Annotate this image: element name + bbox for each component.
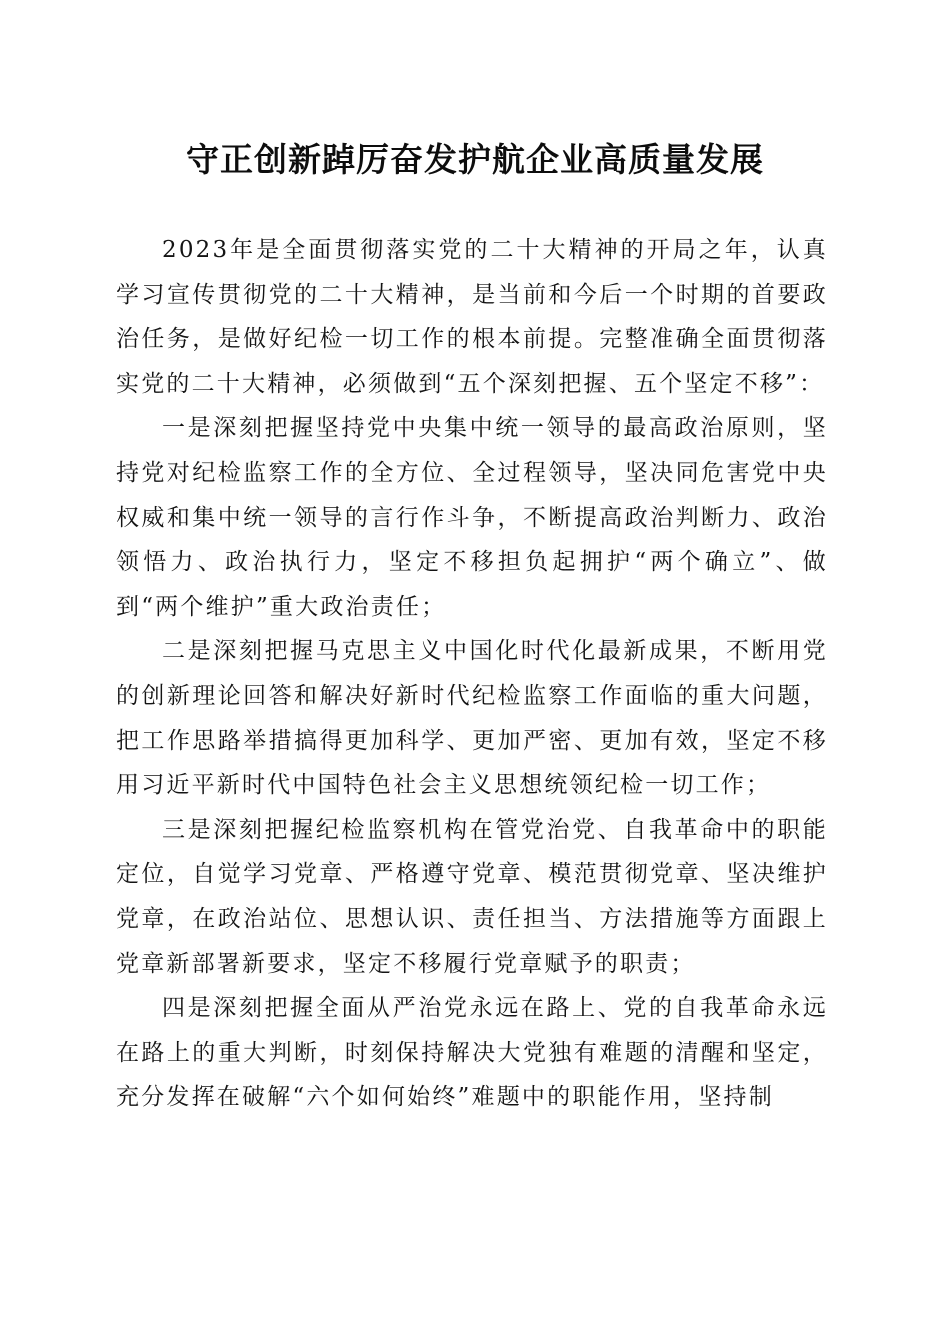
paragraph-point-three: 三是深刻把握纪检监察机构在管党治党、自我革命中的职能定位，自觉学习党章、严格遵守党章、模范贯彻党章、坚决维护党章，在政治站位、思想认识、责任担当、方法措施等方面跟上党章新部署新要求，坚定不移履行党章赋予的职责； [116,816,828,977]
paragraph-point-two: 二是深刻把握马克思主义中国化时代化最新成果，不断用党的创新理论回答和解决好新时代纪检监察工作面临的重大问题，把工作思路举措搞得更加科学、更加严密、更加有效，坚定不移用习近平新时代中国特色社会主义思想统领纪检一切工作； [116,638,828,799]
paragraph-intro: 2023年是全面贯彻落实党的二十大精神的开局之年，认真学习宣传贯彻党的二十大精神，是当前和今后一个时期的首要政治任务，是做好纪检一切工作的根本前提。完整准确全面贯彻落实党的二十大精神，必须做到“五个深刻把握、五个坚定不移”： [116,237,828,397]
paragraph-point-four: 四是深刻把握全面从严治党永远在路上、党的自我革命永远在路上的重大判断，时刻保持解决大党独有难题的清醒和坚定，充分发挥在破解“六个如何始终”难题中的职能作用，坚持制 [116,995,828,1111]
paragraph-point-one: 一是深刻把握坚持党中央集中统一领导的最高政治原则，坚持党对纪检监察工作的全方位、全过程领导，坚决同危害党中央权威和集中统一领导的言行作斗争，不断提高政治判断力、政治领悟力、政治执行力，坚定不移担负起拥护“两个确立”、做到“两个维护”重大政治责任； [116,415,828,620]
document-title: 守正创新踔厉奋发护航企业高质量发展 [186,140,764,179]
document-body [116,228,828,1120]
